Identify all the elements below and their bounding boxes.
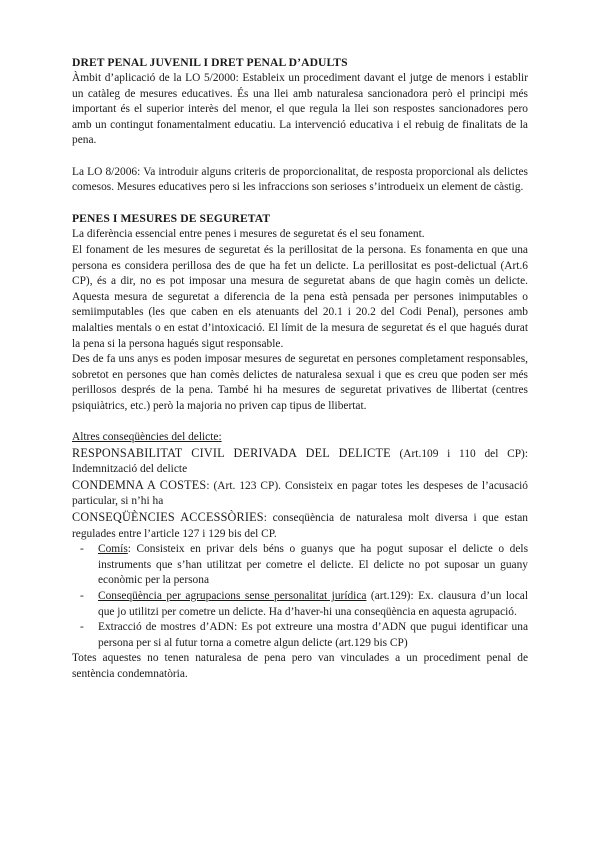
list-item-agrupacions — [80, 589, 528, 620]
paragraph-closing: Totes aquestes no tenen naturalesa de pena pero van vinculades a un procediment penal de sentència condemnatòria. — [72, 652, 528, 680]
spacer — [72, 149, 528, 165]
accessory-consequences-text: : conseqüència de naturalesa molt diversa i que estan regulades entre l’article 127 i 129 bis del CP. — [72, 512, 528, 540]
text-comis: : Consisteix en privar dels béns o guanys que ha pogut suposar el delicte o dels instruments que s’han utilitzat per cometre el delicte. El delicte no pot suposar un guany econòmic per la persona — [98, 543, 528, 587]
paragraph-dangerousness: El fonament de les mesures de seguretat és la perillositat de la persona. Es fonamenta en que una persona es considera perillosa des de que ha fet un delicte. La perillositat es post-delictual (Art.6 CP), és a dir, no es pot imposar una mesura de seguretat abans de que hagin comès un delicte. Aquesta mesura de seguretat a diferencia de la pena està pensada per persones inimputables o semiimputables (les que caben en els atenuants del 20.1 i 20.2 del Codi Penal), persones amb malalties mentals o en estat d’intoxicació. El límit de la mesura de seguretat és el que hagués durat la pena si la persona hagués sigut responsable. — [72, 243, 528, 350]
accessory-consequences-title: CONSEQÜÈNCIES ACCESSÒRIES — [72, 510, 264, 525]
paragraph-responsible-persons: Des de fa uns anys es poden imposar mesures de seguretat en persones completament responsables, sobretot en persones que han comès delictes de naturalesa sexual i que es creu que poden ser més perillosos després de la pena. També hi ha mesures de seguretat privatives de llibertat (centres psiquiàtrics, etc.) però la majoria no priven cap tipus de llibertat. — [72, 353, 528, 412]
term-agrupacions: Conseqüència per agrupacions sense personalitat jurídica — [98, 590, 367, 602]
spacer — [72, 196, 528, 212]
paragraph-civil-liability — [72, 446, 528, 478]
paragraph-essential-difference: La diferència essencial entre penes i mesures de seguretat és el seu fonament. — [72, 228, 425, 241]
paragraph-lo-5-2000: Àmbit d’aplicació de la LO 5/2000: Estableix un procediment davant el jutge de menors i establir un catàleg de mesures educatives. És una llei amb naturalesa sancionadora però el principi més important és el superior interès del menor, el que regula la llei son respostes sancionadores pero amb un contingut fonamentalment educatiu. La intervenció educativa i el rebuig de finalitats de la pena. — [72, 72, 528, 147]
heading-penalties-security-measures: PENES I MESURES DE SEGURETAT — [72, 212, 271, 226]
list-dash: - — [80, 590, 84, 602]
heading-other-consequences: Altres conseqüències del delicte: — [72, 431, 222, 444]
consequences-list — [72, 542, 528, 651]
civil-liability-ref: (Art.109 i 110 del CP): Indemnització del delicte — [72, 447, 528, 476]
spacer — [72, 414, 528, 430]
term-comis: Comís — [98, 543, 128, 556]
text-agrupacions: (art.129): Ex. clausura d’un local que jo utilitzi per cometre un delicte. Ha d’haver-hi una conseqüència en aquesta agrupació. — [98, 590, 528, 618]
heading-juvenile-adult-law: DRET PENAL JUVENIL I DRET PENAL D’ADULTS — [72, 56, 348, 69]
paragraph-accessory-consequences — [72, 510, 528, 542]
paragraph-lo-8-2006: La LO 8/2006: Va introduir alguns criteris de proporcionalitat, de resposta proporcional als delictes comesos. Mesures educatives pero si les infraccions son serioses s’introdueix un element de càstig. — [72, 165, 528, 194]
list-dash: - — [80, 621, 84, 634]
legal-costs-title: CONDEMNA A COSTES — [72, 477, 207, 492]
list-dash: - — [80, 543, 84, 556]
paragraph-legal-costs — [72, 478, 528, 510]
list-item-comis — [80, 542, 528, 589]
document-page — [72, 55, 528, 683]
civil-liability-title: RESPONSABILITAT CIVIL DERIVADA DEL DELICTE — [72, 445, 391, 460]
legal-costs-text: : (Art. 123 CP). Consisteix en pagar totes les despeses de l’acusació particular, si n’hi ha — [72, 479, 528, 508]
list-item-adn — [80, 620, 528, 651]
text-adn: Extracció de mostres d’ADN: Es pot extreure una mostra d’ADN que pugui identificar una persona per si al futur torna a cometre algun delicte (art.129 bis CP) — [98, 621, 528, 649]
